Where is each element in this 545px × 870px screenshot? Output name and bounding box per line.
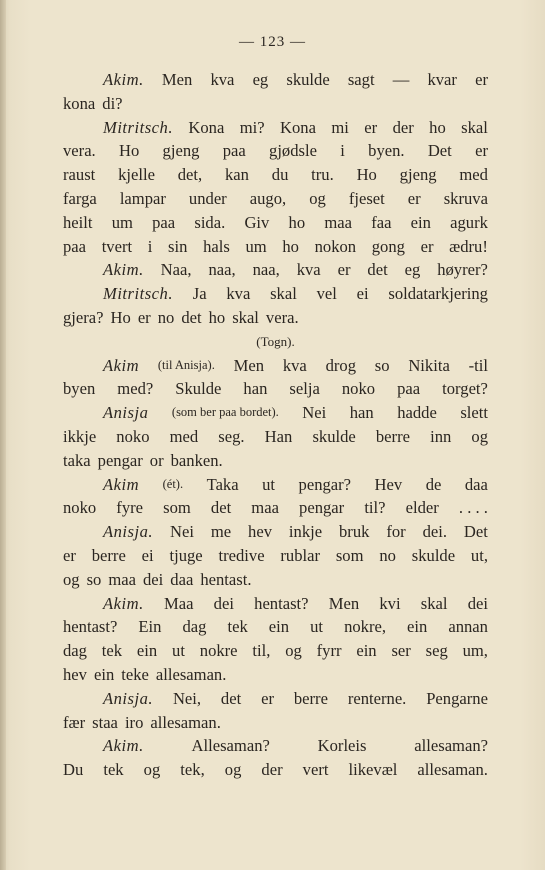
- word: Ho: [356, 165, 377, 185]
- word: . . . .: [458, 498, 488, 518]
- word: dag: [63, 641, 87, 661]
- text-line: [63, 163, 488, 187]
- word: iro: [124, 712, 144, 732]
- word: kjelle: [118, 165, 155, 185]
- word: ut: [310, 617, 324, 637]
- word: er: [475, 70, 488, 89]
- word: renterne.: [347, 688, 407, 708]
- text-line: [63, 711, 488, 735]
- word: daa: [170, 569, 194, 589]
- stage-direction: (ét).: [162, 476, 184, 491]
- word: skal: [420, 593, 448, 613]
- word: er: [364, 117, 378, 137]
- word: um,: [462, 641, 488, 661]
- word: bruk: [339, 522, 370, 542]
- word: teke: [121, 664, 149, 684]
- word: ikkje: [63, 426, 97, 446]
- word: or: [149, 450, 164, 470]
- word: byen.: [368, 141, 405, 161]
- word: soldatarkjering: [388, 284, 488, 304]
- word: med?: [117, 379, 154, 399]
- word: der: [261, 760, 283, 780]
- word: ho: [429, 117, 446, 137]
- word: slett: [460, 403, 488, 423]
- word: Nei: [169, 522, 194, 542]
- word: Ein: [138, 617, 162, 637]
- text-line: [63, 496, 488, 520]
- word: med: [459, 165, 488, 185]
- word: og: [471, 426, 488, 446]
- word: skal: [232, 307, 259, 327]
- word: paa: [63, 236, 87, 256]
- word: skulde: [411, 545, 456, 565]
- word: likevæl: [348, 760, 398, 780]
- word: til,: [252, 641, 271, 661]
- page-spine-shadow: [0, 0, 6, 870]
- text-line: [63, 615, 488, 639]
- word: nokon: [314, 236, 357, 256]
- word: rublar: [280, 545, 321, 565]
- text-line: [63, 211, 488, 235]
- word: drog: [325, 355, 356, 375]
- word: ein: [268, 617, 290, 637]
- word: daa: [464, 474, 488, 494]
- word: Nikita: [408, 355, 450, 375]
- word: Det: [427, 141, 452, 161]
- page-number: — 123 —: [239, 34, 306, 50]
- word: heilt: [63, 212, 93, 232]
- text-line: [63, 734, 488, 758]
- word: hentast.: [200, 569, 252, 589]
- word: Kona: [280, 117, 316, 137]
- word: me: [210, 522, 232, 542]
- word: hentast?: [63, 617, 118, 637]
- speaker-name: Akim: [103, 355, 140, 375]
- word: er: [475, 141, 488, 161]
- word: Skulde: [175, 379, 222, 399]
- word: nokre,: [344, 617, 386, 637]
- word: vera.: [265, 307, 299, 327]
- word: sida.: [194, 212, 226, 232]
- word: naa,: [208, 260, 236, 280]
- word: eg: [404, 260, 421, 280]
- speaker-name: Mitritsch.: [103, 117, 173, 137]
- word: og: [224, 760, 242, 780]
- word: ut,: [470, 545, 488, 565]
- play-text-block: [63, 68, 488, 782]
- text-line: [63, 568, 488, 592]
- word: berre: [375, 426, 410, 446]
- word: taka: [63, 450, 91, 470]
- word: høyrer?: [437, 260, 488, 280]
- word: ædru!: [449, 236, 488, 256]
- word: berre: [293, 688, 328, 708]
- word: paa: [152, 212, 176, 232]
- word: eg: [252, 70, 269, 89]
- text-line: [63, 92, 488, 116]
- word: um: [245, 236, 267, 256]
- speaker-name: Akim.: [103, 593, 144, 613]
- word: sin: [168, 236, 188, 256]
- word: ser: [391, 641, 411, 661]
- word: under: [188, 188, 227, 208]
- word: kan: [224, 165, 249, 185]
- word: tek: [101, 641, 123, 661]
- word: allesaman.: [155, 664, 227, 684]
- word: i: [340, 141, 345, 161]
- word: ein: [136, 641, 158, 661]
- word: so: [374, 355, 390, 375]
- word: vera.: [63, 141, 96, 161]
- word: gjødsle: [269, 141, 317, 161]
- word: kvar: [427, 70, 457, 89]
- word: hev: [63, 664, 87, 684]
- word: faa: [371, 212, 392, 232]
- text-line: [63, 116, 488, 140]
- word: -til: [468, 355, 488, 375]
- word: kva: [296, 260, 321, 280]
- word: du: [271, 165, 289, 185]
- word: han: [243, 379, 268, 399]
- word: dei.: [422, 522, 448, 542]
- word: det,: [177, 165, 203, 185]
- word: maa: [251, 498, 279, 518]
- text-line: [63, 282, 488, 306]
- word: hadde: [397, 403, 437, 423]
- word: Kona: [188, 117, 225, 137]
- word: for: [386, 522, 406, 542]
- word: allesaman.: [417, 760, 488, 780]
- word: raust: [63, 165, 96, 185]
- word: kona: [63, 93, 96, 113]
- word: fyrr: [316, 641, 342, 661]
- word: de: [425, 474, 442, 494]
- word: hentast?: [254, 593, 309, 613]
- word: ei: [141, 545, 154, 565]
- text-line: [63, 663, 488, 687]
- word: berre: [91, 545, 126, 565]
- word: og: [285, 641, 302, 661]
- word: tredive: [218, 545, 265, 565]
- word: han: [349, 403, 374, 423]
- word: dei: [467, 593, 488, 613]
- word: ein: [356, 641, 377, 661]
- word: no: [157, 307, 175, 327]
- text-line: [63, 449, 488, 473]
- text-line: [63, 425, 488, 449]
- text-line: [63, 68, 488, 92]
- speaker-name: Akim.: [103, 70, 144, 89]
- word: vert: [302, 760, 329, 780]
- word: di?: [102, 93, 123, 113]
- word: tek,: [180, 760, 205, 780]
- word: inn: [430, 426, 452, 446]
- word: skulde: [286, 70, 330, 89]
- word: er: [63, 545, 76, 565]
- word: i: [147, 236, 153, 256]
- word: Men: [328, 593, 360, 613]
- word: Pengarne: [426, 688, 488, 708]
- word: tvert: [101, 236, 133, 256]
- word: Han: [264, 426, 293, 446]
- word: fjeset: [348, 188, 385, 208]
- word: kva: [210, 70, 235, 89]
- word: gjeng: [162, 141, 200, 161]
- word: mi: [331, 117, 349, 137]
- stage-direction: (til Anisja).: [157, 357, 215, 372]
- word: Ho: [110, 307, 131, 327]
- word: skulde: [312, 426, 356, 446]
- word: kva: [282, 355, 307, 375]
- word: pengar?: [298, 474, 352, 494]
- word: tru.: [311, 165, 334, 185]
- speaker-name: Akim.: [103, 736, 144, 756]
- word: Det: [463, 522, 488, 542]
- word: det: [210, 498, 232, 518]
- word: ein: [93, 664, 115, 684]
- word: byen: [63, 379, 96, 399]
- speaker-name: Anisja.: [103, 688, 154, 708]
- text-line: [63, 235, 488, 259]
- word: ho: [208, 307, 226, 327]
- word: —: [392, 70, 410, 89]
- word: er: [261, 688, 274, 708]
- word: Men: [161, 70, 193, 89]
- text-line: [63, 401, 488, 425]
- text-line: [63, 377, 488, 401]
- word: seg.: [218, 426, 245, 446]
- word: noko: [63, 498, 97, 518]
- word: gjera?: [63, 307, 104, 327]
- word: lampar: [119, 188, 166, 208]
- text-line: [63, 687, 488, 711]
- word: ein: [410, 212, 431, 232]
- word: ein: [407, 617, 428, 637]
- word: vel: [316, 284, 337, 304]
- word: tek: [103, 760, 124, 780]
- word: ei: [356, 284, 369, 304]
- word: og: [143, 760, 161, 780]
- word: Maa: [163, 593, 194, 613]
- word: elder: [405, 498, 439, 518]
- word: paa: [222, 141, 246, 161]
- word: agurk: [450, 212, 488, 232]
- word: som: [163, 498, 191, 518]
- word: til?: [364, 498, 386, 518]
- word: Allesaman?: [191, 736, 270, 756]
- word: (Togn).: [256, 333, 295, 349]
- text-line: [63, 354, 488, 378]
- word: det: [181, 307, 202, 327]
- word: Naa,: [160, 260, 192, 280]
- word: som: [335, 545, 364, 565]
- word: fær: [63, 712, 86, 732]
- word: allesaman.: [150, 712, 221, 732]
- speaker-name: Akim.: [103, 260, 144, 280]
- word: fyre: [116, 498, 144, 518]
- word: Taka: [206, 474, 239, 494]
- word: augo,: [249, 188, 287, 208]
- word: og: [309, 188, 326, 208]
- text-line: [63, 520, 488, 544]
- word: ut: [172, 641, 185, 661]
- word: sagt: [347, 70, 375, 89]
- word: kva: [226, 284, 251, 304]
- word: det: [367, 260, 388, 280]
- stage-direction: (som ber paa bordet).: [171, 405, 279, 420]
- word: nokre: [199, 641, 238, 661]
- word: so: [86, 569, 102, 589]
- word: er: [420, 236, 434, 256]
- word: hals: [203, 236, 230, 256]
- text-line: [63, 306, 488, 330]
- word: maa: [324, 212, 352, 232]
- word: Nei,: [172, 688, 202, 708]
- word: dag: [182, 617, 207, 637]
- word: no: [379, 545, 396, 565]
- word: allesaman?: [414, 736, 488, 756]
- word: Ja: [192, 284, 207, 304]
- word: skal: [461, 117, 488, 137]
- text-line: [63, 758, 488, 782]
- word: paa: [397, 379, 421, 399]
- word: dei: [213, 593, 234, 613]
- word: gong: [371, 236, 405, 256]
- word: seg: [425, 641, 448, 661]
- word: og: [63, 569, 80, 589]
- word: annan: [448, 617, 488, 637]
- word: er: [407, 188, 421, 208]
- text-line: [63, 187, 488, 211]
- word: torget?: [442, 379, 488, 399]
- speaker-name: Anisja.: [103, 522, 154, 542]
- text-line: [63, 473, 488, 497]
- word: skal: [270, 284, 297, 304]
- word: Giv: [244, 212, 270, 232]
- word: med: [169, 426, 199, 446]
- word: staa: [92, 712, 118, 732]
- word: banken.: [170, 450, 223, 470]
- word: selja: [289, 379, 320, 399]
- word: Nei: [302, 403, 327, 423]
- word: tjuge: [169, 545, 203, 565]
- word: kvi: [379, 593, 401, 613]
- word: det: [220, 688, 242, 708]
- word: farga: [63, 188, 97, 208]
- text-line: [63, 258, 488, 282]
- word: pengar: [97, 450, 143, 470]
- speaker-name: Anisja: [103, 403, 149, 423]
- word: naa,: [252, 260, 280, 280]
- word: noko: [116, 426, 150, 446]
- speaker-name: Akim: [103, 474, 140, 494]
- word: der: [392, 117, 414, 137]
- word: mi?: [239, 117, 265, 137]
- word: inkje: [288, 522, 323, 542]
- word: ho: [288, 212, 306, 232]
- word: dei: [143, 569, 164, 589]
- word: um: [111, 212, 133, 232]
- text-line: [63, 139, 488, 163]
- text-line: [63, 639, 488, 663]
- speaker-name: Mitritsch.: [103, 284, 173, 304]
- word: Korleis: [317, 736, 367, 756]
- word: gjeng: [399, 165, 437, 185]
- word: pengar: [299, 498, 345, 518]
- word: Men: [233, 355, 265, 375]
- word: Du: [63, 760, 84, 780]
- word: ut: [262, 474, 276, 494]
- word: hev: [248, 522, 272, 542]
- word: tek: [227, 617, 248, 637]
- word: noko: [341, 379, 376, 399]
- word: skruva: [443, 188, 488, 208]
- word: er: [137, 307, 151, 327]
- word: ho: [282, 236, 299, 256]
- text-line: [63, 544, 488, 568]
- text-line: [63, 330, 488, 354]
- word: Ho: [118, 141, 140, 161]
- word: Hev: [374, 474, 403, 494]
- word: maa: [108, 569, 136, 589]
- word: er: [337, 260, 351, 280]
- text-line: [63, 592, 488, 616]
